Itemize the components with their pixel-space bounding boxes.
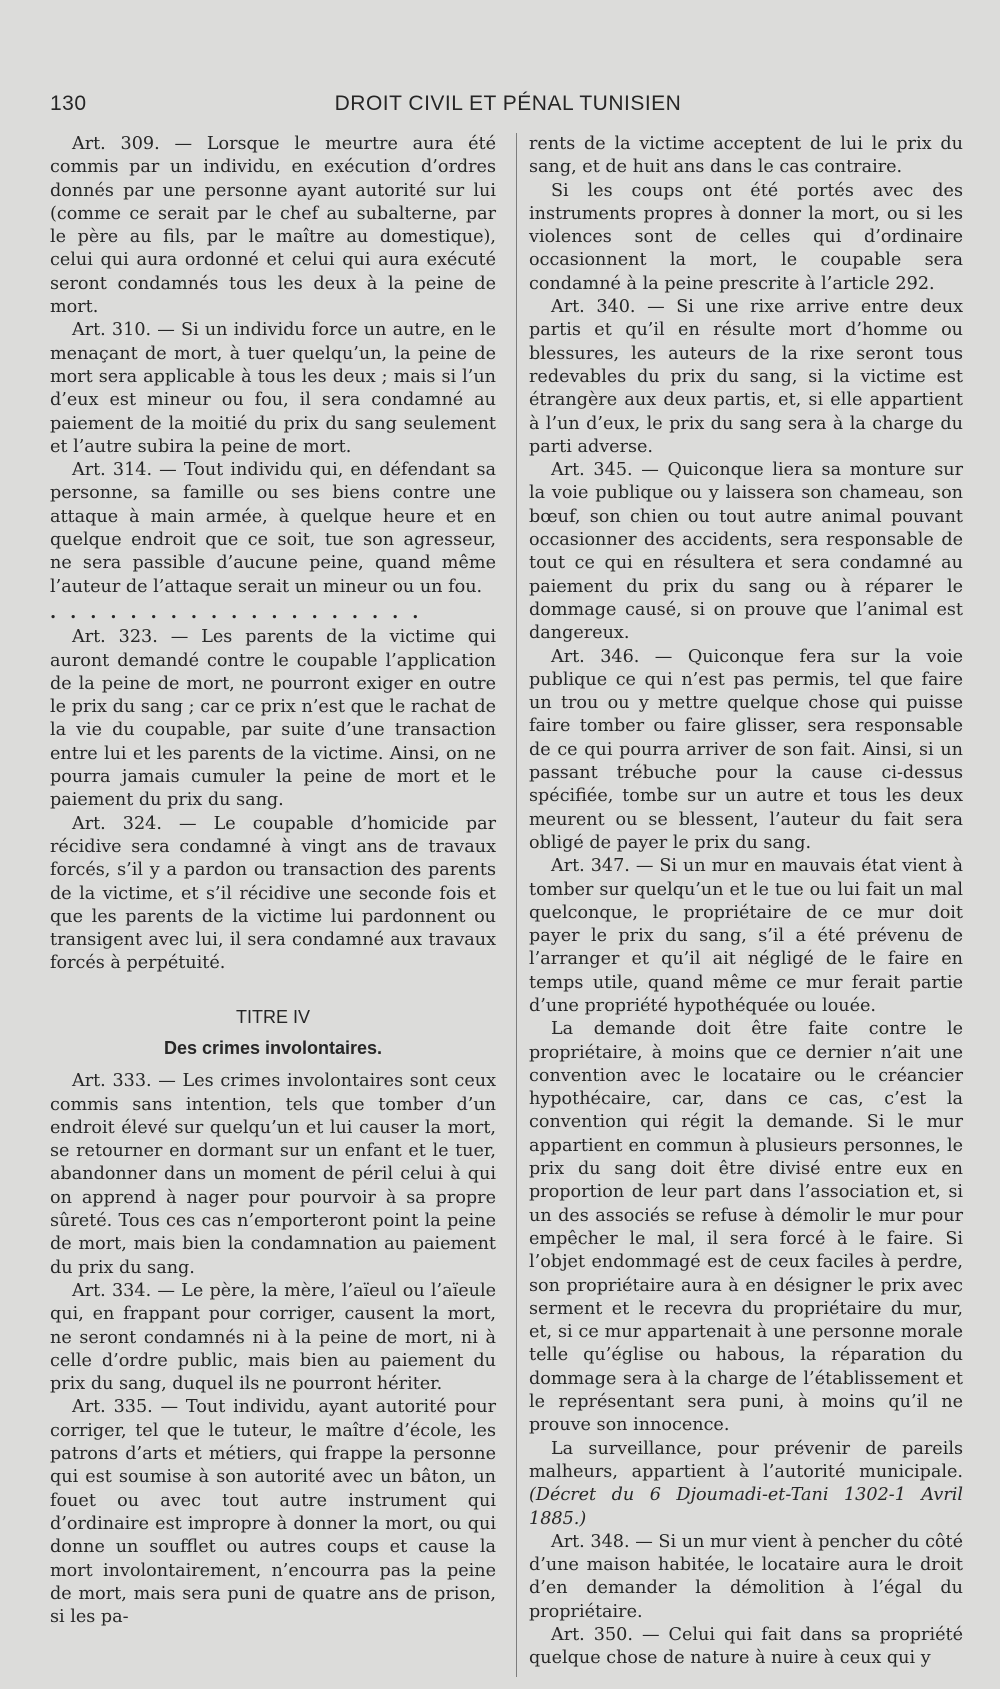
decree-reference: (Décret du 6 Djoumadi-et-Tani 1302-1 Avril 1885.) — [529, 1485, 963, 1529]
article-347: Art. 347. — Si un mur en mauvais état vient à tomber sur quelqu’un et le tue ou lui fait un mal quelconque, le propriétaire de ce mur doit payer le prix du sang, s’il a été prévenu de l’arranger et qu’il ait négligé de le faire en temps utile, quand même ce mur ferait partie d’une propriété hypothéquée ou louée. — [529, 856, 963, 1016]
article-340: Art. 340. — Si une rixe arrive entre deux partis et qu’il en résulte mort d’homme ou blessures, les auteurs de la rixe seront tous redevables du prix du sang, si la victime est étrangère aux deux partis, et, si elle appartient à l’un d’eux, le prix du sang sera à la charge du parti adverse. — [529, 297, 963, 457]
right-column — [516, 133, 963, 1677]
article-350: Art. 350. — Celui qui fait dans sa propriété quelque chose de nature à nuire à ceux qui y — [529, 1625, 963, 1669]
article-335-continued: rents de la victime acceptent de lui le prix du sang, et de huit ans dans le cas contraire. — [529, 134, 963, 178]
article-348: Art. 348. — Si un mur vient à pencher du côté d’une maison habitée, le locataire aura le droit d’en demander la démolition à l’égal du propriétaire. — [529, 1531, 963, 1622]
article-309: Art. 309. — Lorsque le meurtre aura été commis par un individu, en exécution d’ordres donnés par une personne ayant autorité sur lui (comme ce serait par le chef au subalterne, par le père au fils, par le maître au domestique), celui qui aura ordonné et celui qui aura exécuté seront condamnés tous les deux à la peine de mort. — [50, 134, 496, 318]
section-subtitle: Des crimes involontaires. — [163, 1037, 383, 1058]
article-310: Art. 310. — Si un individu force un autre, en le menaçant de mort, à tuer quelqu’un, la peine de mort sera applicable à tous les deux ; mais si l’un d’eux est mineur ou fou, il sera condamné au paiement de la moitié du prix du sang seulement et l’autre subira la peine de mort. — [50, 320, 496, 457]
demand-paragraph: La demande doit être faite contre le propriétaire, à moins que ce dernier n’ait une convention avec le locataire ou le créancier hypothécaire, car, dans ce cas, c’est la convention qui régit la demande. Si le mur appartient en commun à plusieurs personnes, le prix du sang doit être divisé entre eux en proportion de leur part dans l’association et, si un des associés se refuse à démolir le mur pour empêcher le mal, il sera forcé à le faire. Si l’objet endommagé est de ceux faciles à perdre, son propriétaire aura à en désigner le prix avec serment et le recevra du propriétaire du mur, et, si ce mur appartenait à une personne morale telle qu’église ou habous, la réparation du dommage sera à la charge de l’établissement et le représentant sera puni, à moins qu’il ne prouve son innocence. — [529, 1019, 963, 1436]
running-header — [50, 92, 966, 122]
surveillance-paragraph — [529, 1438, 963, 1531]
text-columns — [50, 133, 966, 1677]
article-334: Art. 334. — Le père, la mère, l’aïeul ou l’aïeule qui, en frappant pour corriger, causent la mort, ne seront condamnés ni à la peine de mort, ni à celle d’ordre public, mais bien au paiement du prix du sang, duquel ils ne pourront hériter. — [50, 1280, 496, 1395]
page-number: 130 — [50, 92, 87, 115]
running-title: DROIT CIVIL ET PÉNAL TUNISIEN — [334, 92, 682, 115]
article-345: Art. 345. — Quiconque liera sa monture sur la voie publique ou y laissera son chameau, son bœuf, son chien ou tout autre animal pouvant occasionner des accidents, sera responsable de tout ce qui en résultera et sera condamné au paiement du prix du sang ou à réparer le dommage causé, si on prouve que l’animal est dangereux. — [529, 460, 963, 644]
surveillance-text: La surveillance, pour prévenir de pareils malheurs, appartient à l’autorité municipale. — [529, 1438, 963, 1482]
ellipsis-separator: ................... — [50, 601, 433, 623]
section-title: TITRE IV — [235, 1006, 310, 1027]
article-335: Art. 335. — Tout individu, ayant autorité pour corriger, tel que le tuteur, le maître d’école, les patrons d’arts et métiers, qui frappe la personne qui est soumise à son autorité avec un bâton, un fouet ou avec tout autre instrument qui d’ordinaire est impropre à donner la mort, ou qui donne un soufflet ou autres coups et cause la mort involontairement, n’encourra pas la peine de mort, mais sera puni de quatre ans de prison, si les pa- — [50, 1397, 496, 1628]
article-346: Art. 346. — Quiconque fera sur la voie publique ce qui n’est pas permis, tel que faire un trou ou y mettre quelque chose qui puisse faire tomber ou faire glisser, sera responsable de ce qui pourra arriver de son fait. Ainsi, si un passant trébuche pour la cause ci-dessus spécifiée, tombe sur un autre et tous les deux meurent ou se blessent, l’auteur du fait sera obligé de payer le prix du sang. — [529, 646, 963, 853]
article-323: Art. 323. — Les parents de la victime qui auront demandé contre le coupable l’application de la peine de mort, ne pourront exiger en outre le prix du sang ; car ce prix n’est que le rachat de la vie du coupable, par suite d’une transaction entre lui et les parents de la victime. Ainsi, on ne pourra jamais cumuler la peine de mort et le paiement du prix du sang. — [50, 627, 496, 811]
article-333: Art. 333. — Les crimes involontaires sont ceux commis sans intention, tels que tomber d’un endroit élevé sur quelqu’un et lui causer la mort, se retourner en dormant sur un enfant et le tuer, abandonner dans un moment de péril celui à qui on apprend à nager pour pourvoir à sa propre sûreté. Tous ces cas n’emporteront point la peine de mort, mais bien la condamnation au paiement du prix du sang. — [50, 1071, 496, 1278]
left-column — [50, 133, 496, 1677]
instruments-paragraph: Si les coups ont été portés avec des instruments propres à donner la mort, ou si les violences sont de celles qui d’ordinaire occasionnent la mort, le coupable sera condamné à la peine prescrite à l’article 292. — [529, 180, 963, 294]
article-314: Art. 314. — Tout individu qui, en défendant sa personne, sa famille ou ses biens contre une attaque à main armée, à quelque heure et en quelque endroit que ce soit, tue son agresseur, ne sera passible d’aucune peine, quand même l’auteur de l’attaque serait un mineur ou un fou. — [50, 460, 496, 597]
article-324: Art. 324. — Le coupable d’homicide par récidive sera condamné à vingt ans de travaux forcés, s’il y a pardon ou transaction des parents de la victime, et s’il récidive une seconde fois et que les parents de la victime lui pardonnent ou transigent avec lui, il sera condamné aux travaux forcés à perpétuité. — [50, 813, 496, 974]
